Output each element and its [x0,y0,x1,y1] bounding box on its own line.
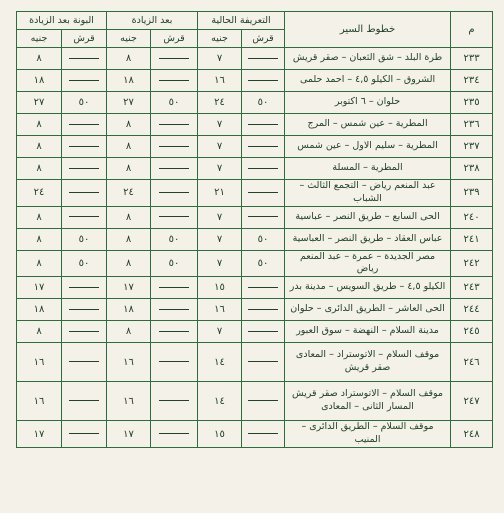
route-name-value: موقف السلام – الاتوستراد صقر قريش المسار الثانى – المعادى [292,388,444,413]
empty-dash [69,400,99,401]
route-name-value: الحى السابع – طريق النصر – عباسية [295,210,440,222]
empty-dash [159,216,189,217]
route-number [451,343,493,382]
increase-piaster [151,382,198,421]
empty-dash [248,58,278,59]
increase-pound-value: ٨ [125,119,132,130]
increase-piaster [151,136,198,158]
table-row [17,421,493,448]
card-pound-value: ٨ [36,141,42,152]
route-number-value: ٢٤٤ [463,304,480,316]
card-pound [17,277,62,299]
current-pound [198,70,242,92]
route-name [285,250,451,277]
table-row [17,92,493,114]
increase-pound-value: ٨ [125,53,132,64]
current-pound-value: ٧ [216,119,223,130]
route-name [285,114,451,136]
increase-piaster [151,70,198,92]
card-pound [17,250,62,277]
route-number-value: ٢٣٤ [463,75,480,86]
card-pound-value: ٨ [36,119,42,130]
card-piaster [62,250,107,277]
current-piaster [242,136,285,158]
card-pound [17,382,62,421]
route-number [451,158,493,180]
sub-header-piaster: قرش [242,30,285,48]
card-pound-value: ٨ [36,53,42,64]
route-name-value: موقف السلام – الاتوستراد – المعادى صقر قريش [295,349,440,374]
empty-dash [159,192,189,193]
empty-dash [69,168,99,169]
card-pound-value: ١٦ [33,356,45,368]
empty-dash [159,309,189,310]
current-piaster [242,180,285,207]
sub-header-pound: جنيه [107,30,151,48]
increase-pound-value: ١٨ [123,304,134,316]
increase-pound-value: ٨ [125,326,132,338]
empty-dash [159,124,189,125]
card-piaster [62,206,107,228]
route-name-value: مصر الجديدة – عمرة – عبد المنعم رياض [299,250,436,275]
route-number [451,180,493,207]
card-pound-value: ١٨ [33,75,45,86]
increase-piaster [151,321,198,343]
card-pound-value: ٢٤ [33,187,45,199]
route-number-value: ٢٣٥ [463,97,480,108]
card-piaster [62,136,107,158]
route-name [285,299,451,321]
card-piaster [62,92,107,114]
empty-dash [248,287,278,288]
current-pound-value: ٧ [216,141,223,152]
increase-piaster [151,299,198,321]
current-pound-value: ١٤ [214,395,225,407]
card-piaster [62,421,107,448]
increase-piaster [151,250,198,277]
increase-pound-value: ٢٧ [123,97,134,108]
card-pound [17,92,62,114]
route-number-value: ٢٣٨ [463,163,480,174]
route-name-value: الحى العاشر – الطريق الدائرى – حلوان [290,303,445,315]
empty-dash [159,433,189,434]
increase-pound [107,299,151,321]
current-pound-value: ١٦ [214,304,225,316]
card-piaster [62,114,107,136]
table-row [17,206,493,228]
route-name-value: الكيلو ٤,٥ – طريق السويس – مدينة بدر [289,281,446,293]
current-piaster-value: ٥٠ [257,257,269,269]
route-name-value: الشروق – الكيلو ٤,٥ – احمد حلمى [299,74,436,86]
increase-pound [107,343,151,382]
current-piaster [242,382,285,421]
table-row [17,277,493,299]
increase-pound [107,382,151,421]
current-pound-value: ٢٤ [214,97,225,108]
empty-dash [248,216,278,217]
increase-pound [107,180,151,207]
card-pound-value: ١٧ [33,282,45,294]
increase-piaster [151,228,198,250]
card-piaster-value: ٥٠ [78,233,90,245]
route-name-value: طرة البلد – شق الثعبان – صقر قريش [292,52,443,64]
increase-pound-value: ٨ [125,257,132,269]
current-pound [198,92,242,114]
current-piaster-value: ٥٠ [257,233,269,245]
current-pound [198,114,242,136]
current-pound [198,158,242,180]
card-pound [17,421,62,448]
card-pound-value: ٨ [36,257,42,269]
route-name [285,228,451,250]
current-pound [198,321,242,343]
col-header-card-after-increase: البونة بعد الزيادة [17,12,107,30]
current-pound-value: ١٤ [214,356,225,368]
route-number [451,70,493,92]
empty-dash [69,192,99,193]
current-pound [198,136,242,158]
card-piaster [62,277,107,299]
increase-piaster [151,343,198,382]
card-pound [17,206,62,228]
route-number-value: ٢٤٨ [463,428,480,440]
col-header-after-increase: بعد الزيادة [107,12,198,30]
current-pound-value: ٧ [216,211,223,223]
current-piaster [242,206,285,228]
increase-pound-value: ١٦ [123,356,134,368]
route-number [451,250,493,277]
increase-pound [107,158,151,180]
current-pound-value: ٢١ [214,187,225,199]
current-pound [198,382,242,421]
route-number-value: ٢٤٣ [463,282,480,294]
current-pound-value: ٧ [216,257,223,269]
card-pound [17,114,62,136]
current-piaster [242,321,285,343]
current-pound-value: ١٥ [214,428,225,440]
empty-dash [159,361,189,362]
current-pound [198,206,242,228]
empty-dash [69,287,99,288]
card-piaster-value: ٥٠ [78,257,90,269]
current-piaster [242,343,285,382]
route-number [451,299,493,321]
empty-dash [248,168,278,169]
table-row [17,382,493,421]
current-piaster [242,48,285,70]
increase-pound [107,114,151,136]
table-row [17,180,493,207]
table-row [17,321,493,343]
current-piaster [242,299,285,321]
route-name [285,48,451,70]
increase-piaster-value: ٥٠ [168,97,180,108]
empty-dash [69,216,99,217]
route-number-value: ٢٤٦ [463,356,480,368]
empty-dash [248,146,278,147]
card-piaster [62,321,107,343]
sub-header-piaster: قرش [151,30,198,48]
increase-pound-value: ٨ [125,211,132,223]
card-piaster [62,382,107,421]
card-piaster-value: ٥٠ [78,97,90,108]
empty-dash [248,433,278,434]
empty-dash [69,361,99,362]
current-piaster [242,114,285,136]
fare-table [16,11,493,448]
empty-dash [159,168,189,169]
increase-pound [107,321,151,343]
route-name [285,277,451,299]
empty-dash [69,146,99,147]
current-pound [198,421,242,448]
col-header-current-fare: التعريفة الحالية [198,12,285,30]
table-row [17,250,493,277]
route-name [285,136,451,158]
increase-pound-value: ١٨ [123,75,134,86]
empty-dash [248,309,278,310]
empty-dash [69,331,99,332]
route-name [285,180,451,207]
sub-header-pound: جنيه [198,30,242,48]
current-pound [198,277,242,299]
fare-table-body [17,48,493,448]
route-name-value: المطرية – عين شمس – المرج [307,118,428,130]
empty-dash [248,361,278,362]
current-piaster [242,158,285,180]
current-pound [198,299,242,321]
empty-dash [69,433,99,434]
route-name-value: مدينة السلام – النهضة – سوق العبور [296,325,439,337]
route-number [451,114,493,136]
increase-pound-value: ٨ [125,141,132,152]
card-pound [17,299,62,321]
card-piaster [62,158,107,180]
current-pound-value: ١٥ [214,282,225,294]
table-row [17,136,493,158]
route-name-value: المطرية – سليم الاول – عين شمس [297,140,438,152]
empty-dash [69,58,99,59]
route-number-value: ٢٣٦ [463,119,480,130]
route-name [285,321,451,343]
route-number-value: ٢٤٠ [463,211,480,223]
route-number [451,92,493,114]
route-number [451,48,493,70]
card-pound-value: ٢٧ [33,97,45,108]
empty-dash [159,400,189,401]
current-pound [198,48,242,70]
increase-pound [107,277,151,299]
increase-pound [107,48,151,70]
empty-dash [69,80,99,81]
col-header-route: خطوط السير [285,12,451,48]
table-row [17,228,493,250]
current-piaster [242,421,285,448]
card-pound-value: ٨ [36,163,42,174]
route-number [451,277,493,299]
card-pound-value: ٨ [36,211,42,223]
card-pound [17,321,62,343]
route-number-value: ٢٣٩ [463,187,480,199]
increase-pound-value: ١٦ [123,395,134,407]
card-piaster [62,228,107,250]
card-pound [17,136,62,158]
table-row [17,70,493,92]
table-row [17,158,493,180]
increase-piaster [151,114,198,136]
increase-piaster [151,48,198,70]
current-pound-value: ٧ [216,326,223,338]
route-name-value: عباس العقاد – طريق النصر – العباسية [292,232,443,244]
increase-pound [107,136,151,158]
route-number-value: ٢٣٣ [463,53,480,64]
table-row [17,114,493,136]
increase-pound [107,206,151,228]
route-number-value: ٢٤٥ [463,326,480,338]
card-piaster [62,48,107,70]
route-number-value: ٢٤٧ [463,395,480,407]
current-piaster [242,250,285,277]
current-pound-value: ٧ [216,53,223,64]
empty-dash [69,309,99,310]
increase-piaster [151,158,198,180]
current-piaster [242,70,285,92]
route-name-value: موقف السلام – الطريق الدائرى – المنيب [301,421,434,446]
empty-dash [248,192,278,193]
sub-header-pound: جنيه [17,30,62,48]
current-pound-value: ٧ [216,233,223,245]
empty-dash [159,58,189,59]
increase-piaster-value: ٥٠ [168,257,180,269]
empty-dash [159,331,189,332]
card-pound [17,70,62,92]
increase-pound-value: ٨ [125,163,132,174]
current-pound-value: ١٦ [214,75,225,86]
route-number-value: ٢٤٢ [463,257,480,269]
increase-pound [107,250,151,277]
increase-piaster [151,421,198,448]
empty-dash [248,80,278,81]
table-row [17,48,493,70]
sub-header-piaster: قرش [62,30,107,48]
route-number [451,206,493,228]
route-number [451,382,493,421]
card-piaster [62,180,107,207]
card-pound-value: ٨ [36,233,42,245]
increase-piaster [151,206,198,228]
increase-piaster-value: ٥٠ [168,233,180,245]
empty-dash [69,124,99,125]
card-pound-value: ١٨ [33,304,45,316]
route-name-value: المطرية – المسلة [332,162,403,174]
route-name-value: عبد المنعم رياض – التجمع الثالث – الشباب [299,180,436,204]
increase-piaster [151,277,198,299]
current-pound [198,250,242,277]
increase-pound-value: ٨ [125,233,132,245]
increase-pound-value: ١٧ [123,282,134,294]
empty-dash [159,287,189,288]
card-pound [17,48,62,70]
current-piaster [242,277,285,299]
card-pound-value: ٨ [36,326,42,338]
route-number [451,321,493,343]
route-name [285,421,451,448]
increase-pound [107,421,151,448]
card-piaster [62,343,107,382]
route-name [285,70,451,92]
route-number-value: ٢٤١ [463,233,480,245]
route-name-value: حلوان – ٦ اكتوبر [334,96,401,108]
route-name [285,343,451,382]
col-header-no: م [451,12,493,48]
route-name [285,92,451,114]
current-piaster [242,228,285,250]
route-name [285,158,451,180]
empty-dash [159,80,189,81]
increase-pound-value: ٢٤ [123,187,134,199]
route-number [451,421,493,448]
current-piaster [242,92,285,114]
current-piaster-value: ٥٠ [257,97,269,108]
empty-dash [248,331,278,332]
route-number-value: ٢٣٧ [463,141,480,152]
table-row [17,343,493,382]
card-piaster [62,70,107,92]
increase-pound [107,92,151,114]
card-pound-value: ١٦ [33,395,45,407]
card-pound [17,180,62,207]
increase-piaster [151,180,198,207]
current-pound [198,343,242,382]
increase-piaster [151,92,198,114]
increase-pound-value: ١٧ [123,428,134,440]
route-number [451,228,493,250]
route-number [451,136,493,158]
table-row [17,299,493,321]
card-pound [17,158,62,180]
card-pound-value: ١٧ [33,428,45,440]
card-pound [17,228,62,250]
empty-dash [159,146,189,147]
empty-dash [248,124,278,125]
empty-dash [248,400,278,401]
route-name [285,382,451,421]
card-piaster [62,299,107,321]
route-name [285,206,451,228]
current-pound [198,228,242,250]
current-pound [198,180,242,207]
increase-pound [107,228,151,250]
increase-pound [107,70,151,92]
card-pound [17,343,62,382]
current-pound-value: ٧ [216,163,223,174]
